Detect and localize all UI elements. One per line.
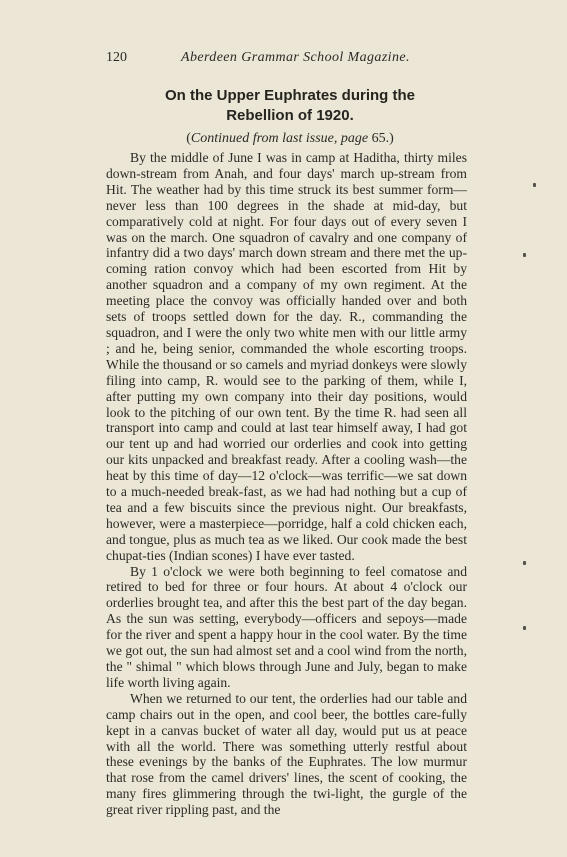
magazine-title: Aberdeen Grammar School Magazine.: [181, 50, 410, 65]
margin-mark: [523, 626, 526, 630]
continued-note: [100, 131, 480, 147]
article-title-line-2: Rebellion of 1920.: [226, 107, 354, 124]
continued-page: 65.): [368, 131, 394, 146]
article-body: [106, 150, 467, 818]
article-title-line-1: On the Upper Euphrates during the: [164, 87, 415, 104]
page-number: 120: [106, 50, 127, 65]
paragraph-2: By 1 o'clock we were both beginning to feel comatose and retired to bed for three or four hours. At about 4 o'clock our orderlies brought tea, and after this the best part of the day began. As the sun was setting, everybody—officers and sepoys—made for the river and spent a happy hour in the cool water. By the time we got out, the sun had almost set and a cool wind from the north, the " shimal " which blows through June and July, began to make life worth living again.: [106, 563, 467, 690]
continued-italic: Continued from last issue, page: [190, 131, 369, 146]
margin-mark: [533, 183, 536, 187]
running-head: [106, 50, 466, 70]
paragraph-1: By the middle of June I was in camp at Haditha, thirty miles down-stream from Anah, and four days' march up-stream from Hit. The weather had by this time struck its best summer form—never less than 100 degrees in the shade at mid-day, but comparatively cold at night. For four days out of every seven I was on the march. One squadron of cavalry and one company of infantry did a two days' march down stream and there met the up-coming ration convoy which had been escorted from Hit by another squadron and a company of my own regiment. At the meeting place the convoy was officially handed over and both sets of troops settled down for the day. R., commanding the squadron, and I were the only two white men with our little army ; and he, being senior, commanded the whole escorting troops. While the thousand or so camels and myriad donkeys were slowly filing into camp, R. would see to the parking of them, while I, after putting my own company into their day positions, would look to the pitching of our own tent. By the time R. had seen all transport into camp and could at last tear himself away, I had got our tent up and had worried our orderlies and cook into getting our kits unpacked and breakfast ready. After a cooling wash—the heat by this time of day—12 o'clock—was terrific—we sat down to a much-needed break-fast, as we had had nothing but a cup of tea and a few biscuits since the previous night. Our breakfasts, however, were a masterpiece—porridge, half a cold chicken each, and tongue, plus as much tea as we liked. Our cook made the best chupat-ties (Indian scones) I have ever tasted.: [106, 150, 467, 563]
margin-mark: [523, 253, 526, 257]
continued-open: (: [186, 131, 191, 146]
margin-mark: [523, 561, 526, 565]
paragraph-3: When we returned to our tent, the orderlies had our table and camp chairs out in the open, and cool beer, the bottles care-fully kept in a canvas bucket of water all day, would put us at peace with all the world. There was something utterly restful about these evenings by the banks of the Euphrates. The low murmur that rose from the camel drivers' lines, the scent of cooking, the many fires glimmering through the twi-light, the gurgle of the great river rippling past, and the: [106, 690, 467, 818]
article-title: [100, 86, 480, 126]
